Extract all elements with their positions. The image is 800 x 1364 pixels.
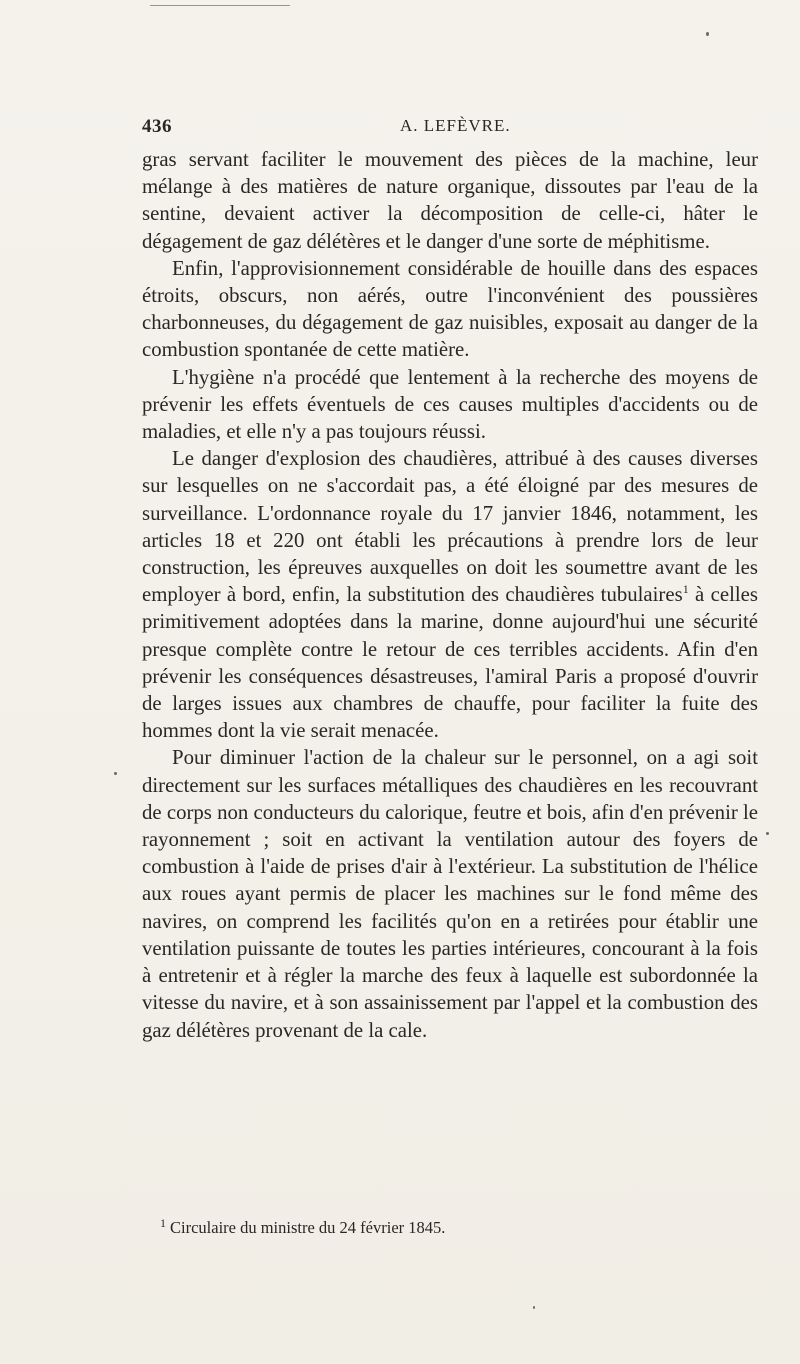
body-text (142, 146, 758, 1044)
paper-speck (114, 772, 117, 775)
paragraph-heat-ventilation: Pour diminuer l'action de la chaleur sur le personnel, on a agi soit directement sur les surfaces métalliques des chaudières en les recouvrant de corps non conducteurs du calorique, feutre et bois, afin d'en prévenir le rayonnement ; soit en activant la ventilation autour des foyers de combustion à l'aide de prises d'air à l'extérieur. La substitution de l'hélice aux roues ayant permis de placer les machines sur le fond même des navires, on comprend les facilités qu'on en a retirées pour établir une ventilation puissante de toutes les parties intérieures, concourant à la fois à entretenir et à régler la marche des feux à laquelle est subordonnée la vitesse du navire, et à son assainissement par l'appel et la combustion des gaz délétères provenant de la cale. (142, 746, 758, 1042)
paper-speck (706, 32, 709, 36)
paragraph-text-before-note: Le danger d'explosion des chaudières, attribué à des causes diverses sur lesquelles on ne s'accordait pas, a été éloigné par des mesures de surveillance. L'ordonnance royale du 17 janvier 1846, notamment, les articles 18 et 220 ont établi les précautions à prendre lors de leur construction, les épreuves auxquelles on doit les soumettre avant de les employer à bord, enfin, la substitution des chaudières tubulaires (142, 447, 758, 607)
page-number: 436 (142, 116, 172, 137)
paragraph-text-after-note: à celles primitivement adoptées dans la marine, donne aujourd'hui une sécurité presque complète contre le retour de ces terribles accidents. Afin d'en prévenir les conséquences désastreuses, l'amiral Paris a proposé d'ouvrir de larges issues aux chambres de chauffe, pour faciliter la fuite des hommes dont la vie serait menacée. (142, 583, 758, 743)
paragraph-continuation: gras servant faciliter le mouvement des pièces de la machine, leur mélange à des matières de nature organique, dissoutes par l'eau de la sentine, devaient activer la décomposition de celle-ci, hâter le dégagement de gaz délétères et le danger d'une sorte de méphitisme. (142, 148, 758, 253)
paper-speck (533, 1306, 535, 1309)
running-head: A. LEFÈVRE. (400, 116, 511, 135)
paper-speck (766, 832, 769, 835)
paragraph-coal-supply: Enfin, l'approvisionnement considérable de houille dans des espaces étroits, obscurs, non aérés, outre l'inconvénient des poussières charbonneuses, du dégagement de gaz nuisibles, exposait au danger de la combustion spontanée de cette matière. (142, 256, 758, 362)
footnote-reference[interactable]: 1 (682, 582, 689, 597)
paragraph-hygiene: L'hygiène n'a procédé que lentement à la recherche des moyens de prévenir les effets éventuels de ces causes multiples d'accidents ou de maladies, et elle n'y a pas toujours réussi. (142, 365, 758, 444)
footnote-text: Circulaire du ministre du 24 février 1845. (170, 1218, 446, 1237)
top-edge-rule (150, 0, 290, 6)
paragraph-boiler-explosion (142, 445, 758, 744)
footnote (160, 1217, 740, 1239)
footnote-mark: 1 (160, 1215, 166, 1230)
page-header (142, 116, 758, 144)
